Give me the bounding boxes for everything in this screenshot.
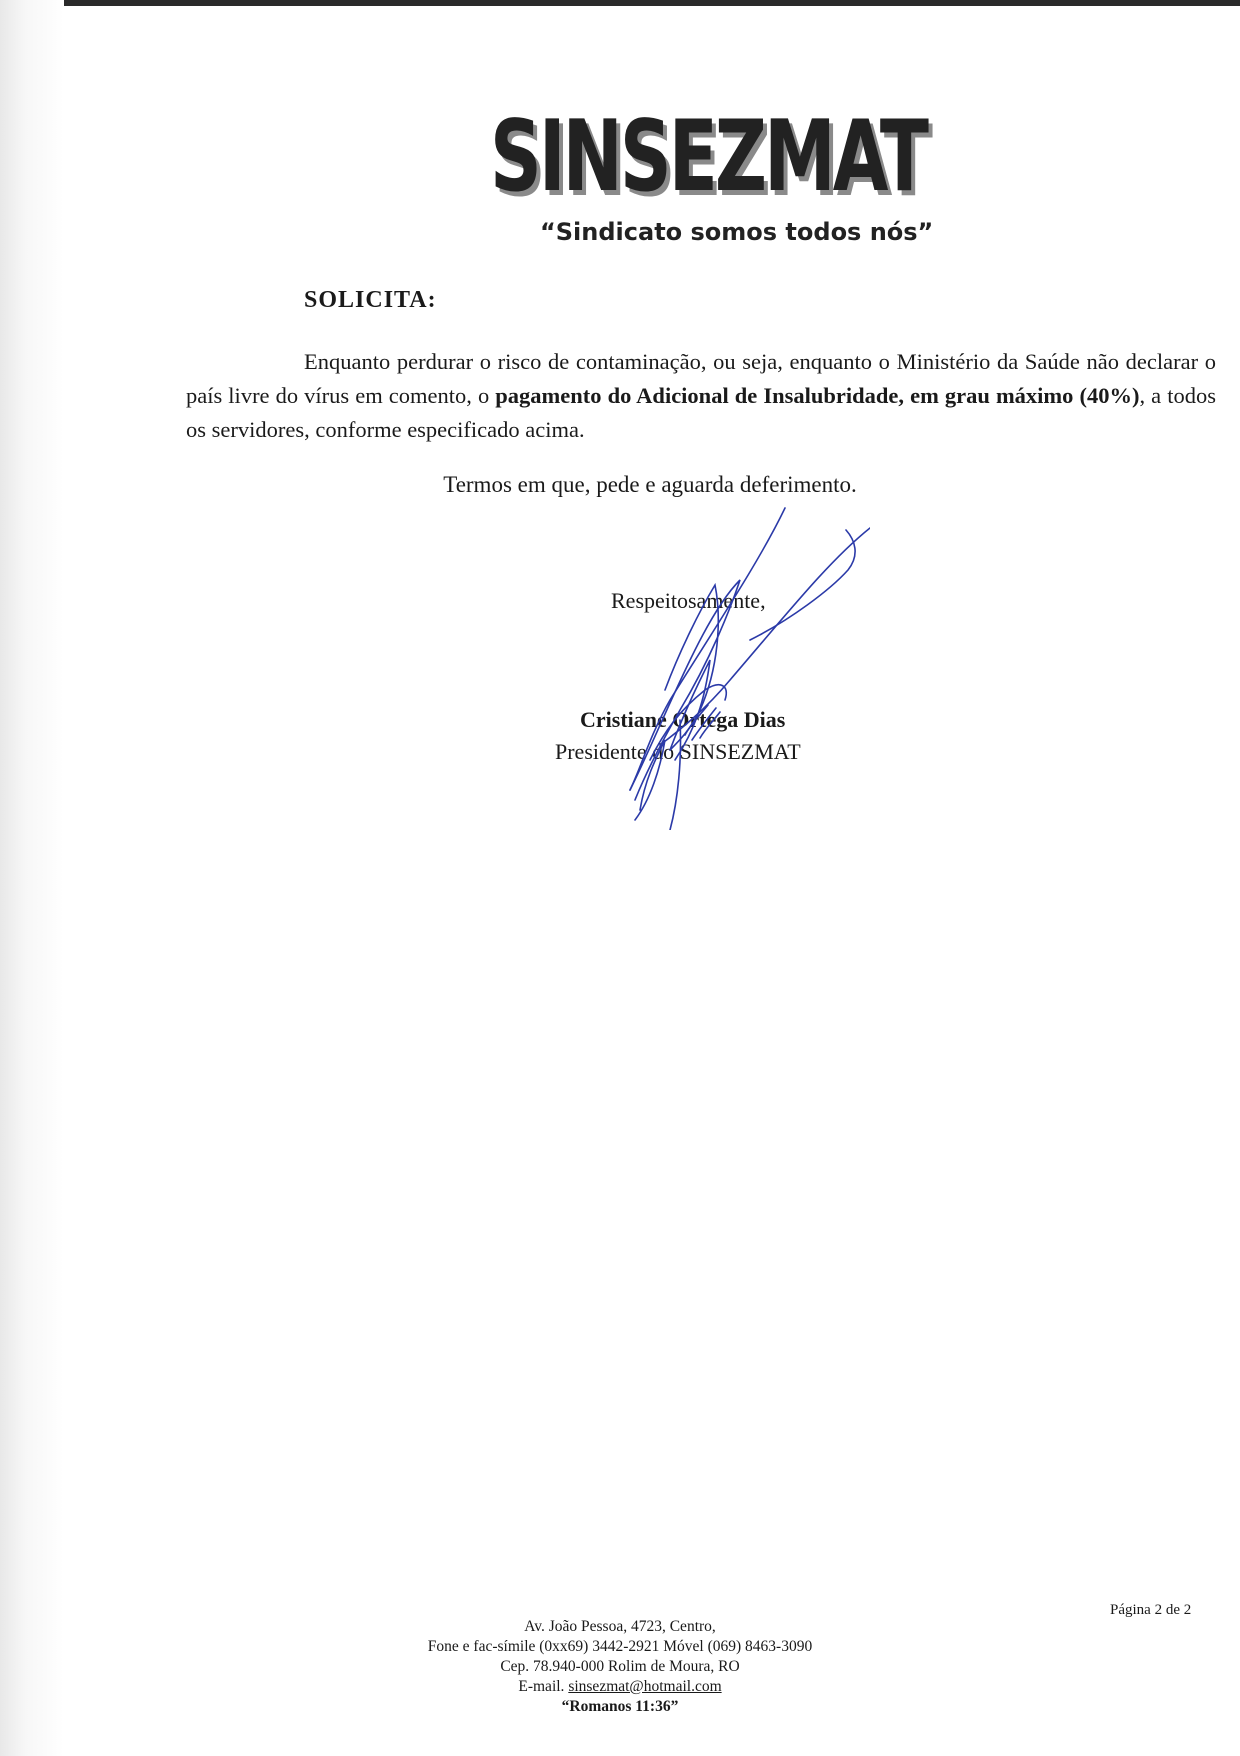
letterhead-logo — [490, 100, 940, 260]
footer-email-label: E-mail. — [518, 1678, 569, 1695]
letter-footer — [0, 1617, 1240, 1717]
paragraph-bold-text: pagamento do Adicional de Insalubridade, em grau máximo (40%) — [495, 383, 1140, 408]
footer-address: Av. João Pessoa, 4723, Centro, — [524, 1618, 716, 1635]
regards: Respeitosamente, — [611, 588, 766, 613]
footer-cep: Cep. 78.940-000 Rolim de Moura, RO — [500, 1658, 740, 1675]
paragraph-text: Enquanto perdurar o risco de contaminação, ou seja, enquanto o Ministério da Saúde não declarar o país livre do vírus em comento, o — [186, 349, 1216, 408]
footer-verse: “Romanos 11:36” — [561, 1698, 679, 1715]
scan-shadow — [0, 0, 64, 1756]
logo-text: SINSEZMAT — [490, 100, 930, 214]
paragraph-text-end: , a todos os servidores, conforme especificado acima. — [186, 383, 1216, 442]
sinsezmat-logo-icon — [490, 100, 940, 220]
signer-name: Cristiane Ortega Dias — [580, 707, 786, 732]
footer-email-line — [0, 1677, 1240, 1697]
closing-line: Termos em que, pede e aguarda deferimento. — [443, 472, 857, 497]
footer-email-link[interactable]: sinsezmat@hotmail.com — [568, 1678, 722, 1695]
footer-phone: Fone e fac-símile (0xx69) 3442-2921 Móvel (069) 8463-3090 — [427, 1638, 813, 1655]
handwritten-signature — [610, 500, 870, 830]
scan-edge — [0, 0, 1240, 6]
section-heading: SOLICITA: — [304, 287, 437, 313]
page-number: Página 2 de 2 — [1110, 1602, 1192, 1618]
request-paragraph — [186, 345, 1216, 447]
signer-role: Presidente do SINSEZMAT — [555, 739, 801, 764]
tagline: “Sindicato somos todos nós” — [540, 218, 934, 246]
logo-shadow-text: SINSEZMAT — [494, 105, 934, 219]
